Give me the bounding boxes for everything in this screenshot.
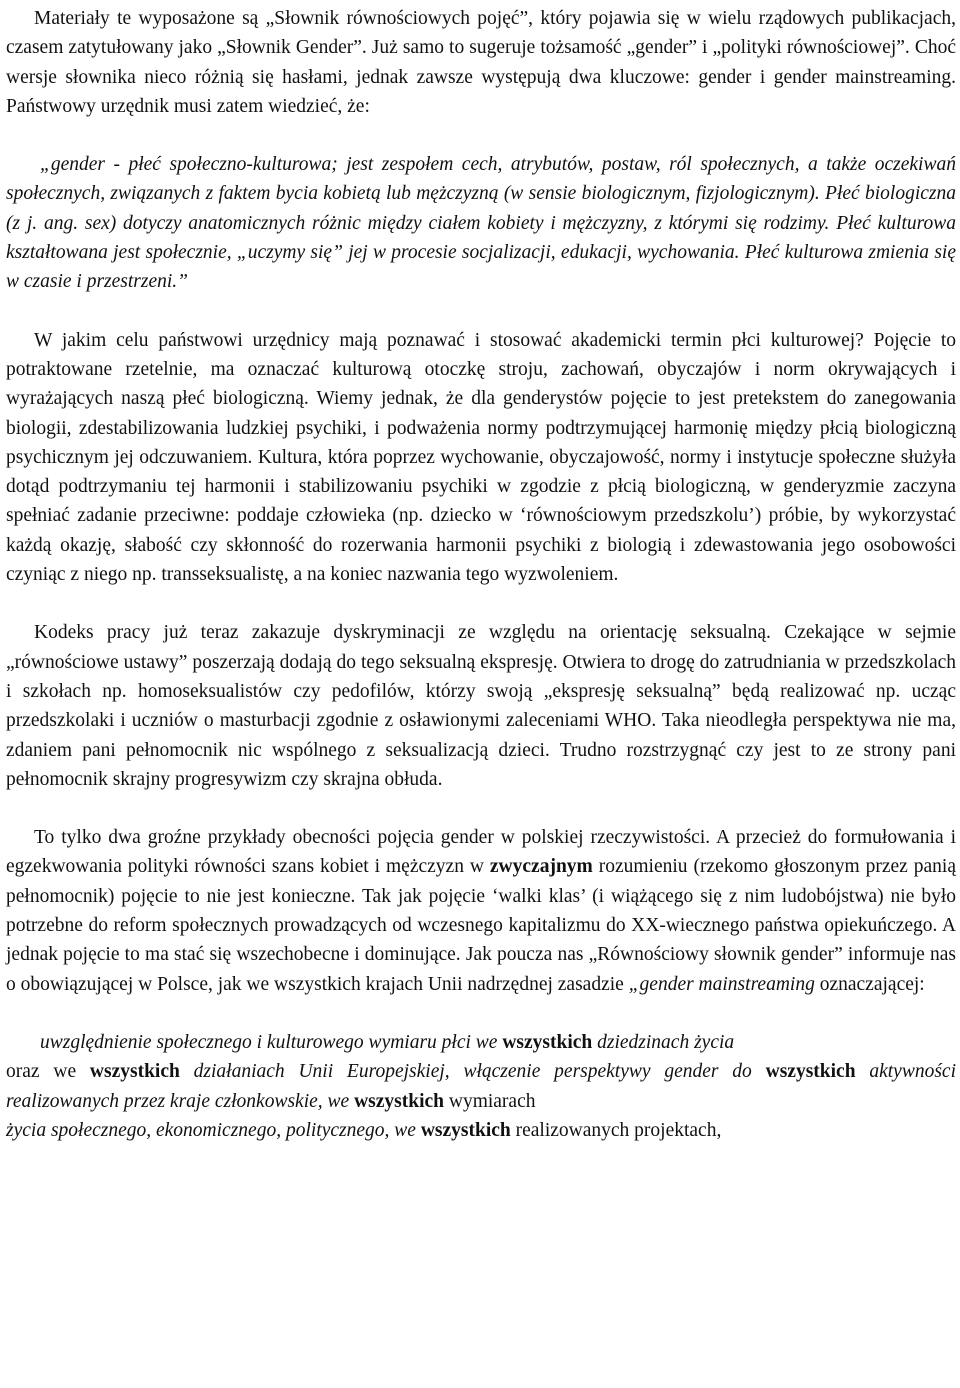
paragraph-labor-code: Kodeks pracy już teraz zakazuje dyskryminacji ze względu na orientację seksualną. Czekające w sejmie „równościowe ustawy” poszerzają dodają do tego seksualną ekspresję. Otwiera to drogę do zatrudniania w przedszkolach i szkołach np. homoseksualistów czy pedofilów, którzy swoją „ekspresję seksualną” będą realizować np. ucząc przedszkolaki i uczniów o masturbacji zgodnie z osławionymi zaleceniami WHO. Taka nieodległa perspektywa nie ma, zdaniem pani pełnomocnik nic wspólnego z seksualizacją dzieci. Trudno rozstrzygnąć czy jest to ze strony pani pełnomocnik skrajny progresywizm czy skrajna obłuda. (6, 622, 956, 790)
paragraph-examples-part2: rozumieniu (rzekomo głoszonym przez panią pełnomocnik) pojęcie to nie jest konieczne. Tak jak pojęcie ‘walki klas’ (i wiążącego się z nim ludobójstwa) nie było potrzebne do reform społecznych prowadzących od wczesnego kapitalizmu do XX-wiecznego państwa opiekuńczego. A jednak pojęcie to ma stać się wszechobecne i dominujące. Jak poucza nas „Równościowy słownik gender” informuje nas o obowiązującej w Polsce, jak we wszystkich krajach Unii nadrzędnej zasadzie (6, 856, 956, 995)
quote2-seg3: oraz we (6, 1061, 90, 1083)
quote2-seg7: życia społecznego, ekonomicznego, politycznego, we (6, 1119, 421, 1141)
bold-wszystkich-4: wszystkich (354, 1090, 444, 1112)
quote2-seg6: wymiarach (443, 1090, 536, 1112)
italic-term-gender-mainstreaming: „gender mainstreaming (628, 973, 815, 995)
quote2-seg5: aktywności realizowanych przez kraje członkowskie, we (6, 1061, 957, 1112)
paragraph-examples (6, 823, 956, 999)
paragraph-spacer (6, 794, 956, 823)
quote2-seg1: uwzględnienie społecznego i kulturowego wymiaru płci we (40, 1031, 503, 1053)
paragraph-spacer (6, 999, 956, 1028)
paragraph-examples-part1: To tylko dwa groźne przykłady obecności pojęcia gender w polskiej rzeczywistości. A przecież do formułowania i egzekwowania polityki równości szans kobiet i mężczyzn w (6, 827, 956, 878)
bold-wszystkich-2: wszystkich (89, 1061, 180, 1083)
paragraph-examples-part3: oznaczającej: (814, 973, 925, 995)
paragraph-spacer (6, 589, 956, 618)
bold-wszystkich-1: wszystkich (502, 1031, 593, 1053)
paragraph-spacer (6, 121, 956, 150)
paragraph-intro: Materiały te wyposażone są „Słownik równościowych pojęć”, który pojawia się w wielu rządowych publikacjach, czasem zatytułowany jako „Słownik Gender”. Już samo to sugeruje tożsamość „gender” i „polityki równościowej”. Choć wersje słownika nieco różnią się hasłami, jednak zawsze występują dwa kluczowe: gender i gender mainstreaming. Państwowy urzędnik musi zatem wiedzieć, że: (6, 8, 956, 117)
bold-wszystkich-3: wszystkich (765, 1061, 856, 1083)
quote2-seg2: dziedzinach życia (592, 1031, 735, 1053)
quote2-seg8: realizowanych projektach, (510, 1119, 722, 1141)
bold-wszystkich-5: wszystkich (420, 1119, 511, 1141)
quote2-seg4: działaniach Unii Europejskiej, włączenie perspektywy gender do (179, 1061, 766, 1083)
paragraph-spacer (6, 297, 956, 326)
quote-gender-definition: „gender - płeć społeczno-kulturowa; jest zespołem cech, atrybutów, postaw, ról społecznych, a także oczekiwań społecznych, związanych z faktem bycia kobietą lub mężczyzną (w sensie biologicznym, fizjologicznym). Płeć biologiczna (z j. ang. sex) dotyczy anatomicznych różnic między ciałem kobiety i mężczyzny, z którymi się rodzimy. Płeć kulturowa kształtowana jest społecznie, „uczymy się” jej w procesie socjalizacji, edukacji, wychowania. Płeć kulturowa zmienia się w czasie i przestrzeni.” (6, 154, 956, 293)
bold-term-zwyczajnym: zwyczajnym (489, 856, 593, 878)
quote-gender-mainstreaming (6, 1028, 956, 1145)
paragraph-purpose: W jakim celu państwowi urzędnicy mają poznawać i stosować akademicki termin płci kulturowej? Pojęcie to potraktowane rzetelnie, ma oznaczać kulturową otoczkę stroju, zachowań, obyczajów i norm okrywających i wyrażających naszą płeć biologiczną. Wiemy jednak, że dla genderystów pojęcie to jest pretekstem do zanegowania biologii, zdestabilizowania ludzkiej psychiki, i podważenia normy podtrzymującej harmonię między płcią biologiczną psychicznym jej odczuwaniem. Kultura, która poprzez wychowanie, obyczajowość, normy i instytucje społeczne służyła dotąd podtrzymaniu tej harmonii i stabilizowaniu psychiki w zgodzie z płcią biologiczną, w genderyzmie zaczyna spełniać zadanie przeciwne: poddaje człowieka (np. dziecko w ‘równościowym przedszkolu’) próbie, by wykorzystać każdą okazję, słabość czy skłonność do rozerwania harmonii psychiki z biologią i zdewastowania jego osobowości czyniąc z niego np. transseksualistę, a na koniec nazwania tego wyzwoleniem. (6, 329, 956, 586)
